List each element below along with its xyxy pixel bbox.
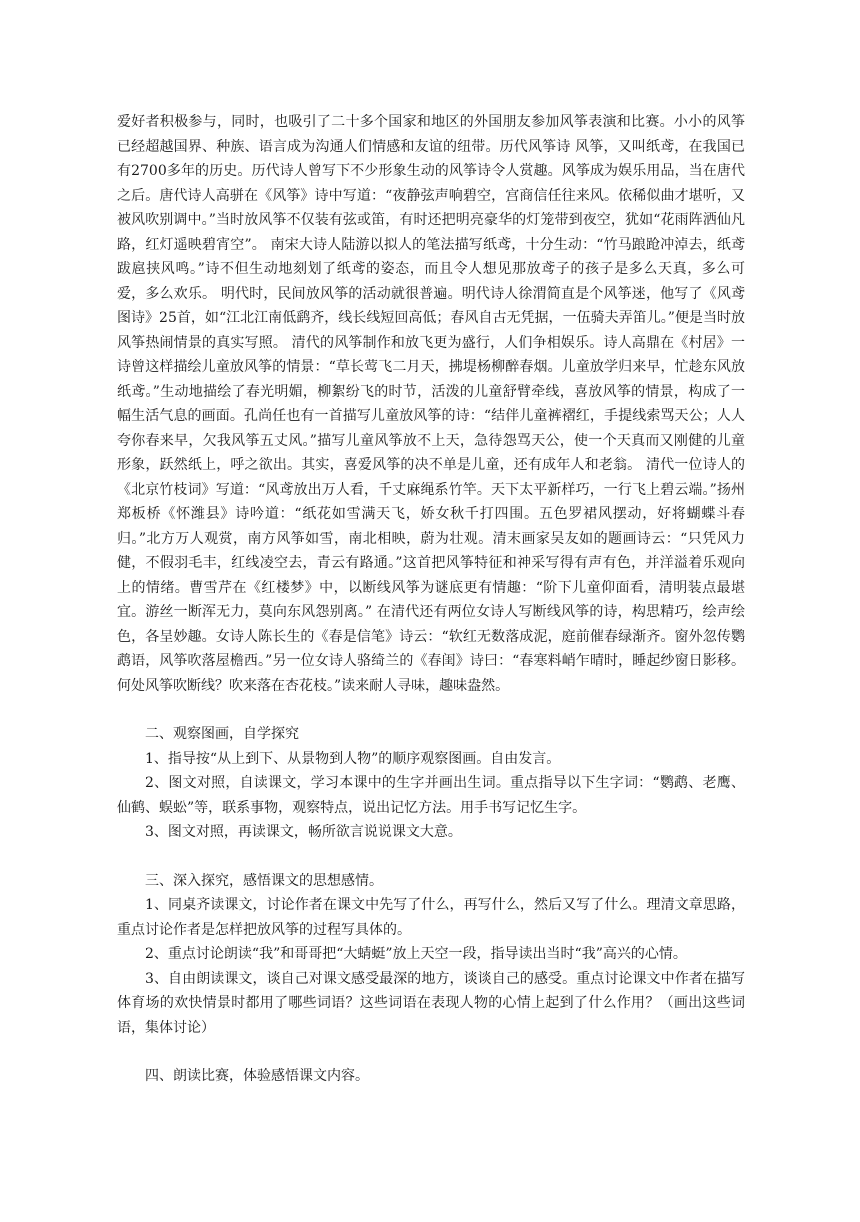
section-observe bbox=[117, 722, 745, 845]
list-item: 1、同桌齐读课文，讨论作者在课文中先写了什么，再写什么，然后又写了什么。理清文章思路，重点讨论作者是怎样把放风筝的过程写具体的。 bbox=[117, 897, 745, 938]
list-item: 2、图文对照，自读课文，学习本课中的生字并画出生词。重点指导以下生字词：“鹦鹉、老鹰、仙鹤、蜈蚣”等，联系事物，观察特点，说出记忆方法。用手书写记忆生字。 bbox=[117, 775, 745, 816]
document-page bbox=[117, 110, 745, 1089]
intro-paragraph: 爱好者积极参与，同时，也吸引了二十多个国家和地区的外国朋友参加风筝表演和比赛。小小的风筝已经超越国界、种族、语言成为沟通人们情感和友谊的纽带。历代风筝诗 风筝，又叫纸鸢，在我国已有2700多年的历史。历代诗人曾写下不少形象生动的风筝诗令人赏趣。风筝成为娱乐用品，当在唐代之后。唐代诗人高骈在《风筝》诗中写道：“夜静弦声响碧空，宫商信任往来风。依稀似曲才堪听，又被风吹别调中。”当时放风筝不仅装有弦或笛，有时还把明亮豪华的灯笼带到夜空，犹如“花雨阵洒仙凡路，红灯遥映碧宵空”。 南宋大诗人陆游以拟人的笔法描写纸鸢，十分生动：“竹马踉跄冲淖去，纸鸢跋扈挟风鸣。”诗不但生动地刻划了纸鸢的姿态，而且令人想见那放鸢子的孩子是多么天真，多么可爱，多么欢乐。 明代时，民间放风筝的活动就很普遍。明代诗人徐渭简直是个风筝迷，他写了《风鸢图诗》25首，如“江北江南低鹞齐，线长线短回高低；春风自古无凭据，一伍骑夫弄笛儿。”便是当时放风筝热闹情景的真实写照。 清代的风筝制作和放飞更为盛行，人们争相娱乐。诗人高鼎在《村居》一诗曾这样描绘儿童放风筝的情景：“草长莺飞二月天，拂堤杨柳醉春烟。儿童放学归来早，忙趁东风放纸鸢。”生动地描绘了春光明媚，柳絮纷飞的时节，活泼的儿童舒臂牵线，喜放风筝的情景，构成了一幅生活气息的画面。孔尚任也有一首描写儿童放风筝的诗：“结伴儿童裤褶红，手提线索骂天公；人人夸你春来早，欠我风筝五丈风。”描写儿童风筝放不上天，急待怨骂天公，使一个天真而又刚健的儿童形象，跃然纸上，呼之欲出。其实，喜爱风筝的决不单是儿童，还有成年人和老翁。 清代一位诗人的《北京竹枝词》写道：“风鸢放出万人看，千丈麻绳系竹竿。天下太平新样巧，一行飞上碧云端。”扬州郑板桥《怀潍县》诗吟道：“纸花如雪满天飞，娇女秋千打四围。五色罗裙风摆动，好将蝴蝶斗春归。”北方万人观赏，南方风筝如雪，南北相映，蔚为壮观。清末画家吴友如的题画诗云：“只凭风力健，不假羽毛丰，红线凌空去，青云有路通。”这首把风筝特征和神采写得有声有色，并洋溢着乐观向上的情绪。曹雪芹在《红楼梦》中，以断线风筝为谜底更有情趣：“阶下儿童仰面看，清明装点最堪宜。游丝一断浑无力，莫向东风怨别离。” 在清代还有两位女诗人写断线风筝的诗，构思精巧，绘声绘色，各呈妙趣。女诗人陈长生的《春是信笔》诗云：“软红无数落成泥，庭前催春绿渐齐。窗外忽传鹦鹉语，风筝吹落屋檐西。”另一位女诗人骆绮兰的《春闺》诗曰：“春寒料峭乍晴时，睡起纱窗日影移。何处风筝吹断线？吹来落在杏花枝。”读来耐人寻味，趣味盎然。 bbox=[117, 114, 745, 694]
section-title: 三、深入探究，感悟课文的思想感情。 bbox=[145, 872, 383, 889]
section-explore bbox=[117, 869, 745, 1041]
section-title: 二、观察图画，自学探究 bbox=[145, 726, 299, 742]
list-item: 2、重点讨论朗读“我”和哥哥把“大蜻蜓”放上天空一段，指导读出当时“我”高兴的心情。 bbox=[145, 946, 687, 962]
list-item: 1、指导按“从上到下、从景物到人物”的顺序观察图画。自由发言。 bbox=[145, 750, 561, 767]
section-reading-contest bbox=[117, 1064, 745, 1089]
list-item: 3、图文对照，再读课文，畅所欲言说说课文大意。 bbox=[145, 824, 462, 840]
list-item: 3、自由朗读课文，谈自己对课文感受最深的地方，谈谈自己的感受。重点讨论课文中作者在描写体育场的欢快情景时都用了哪些词语？这些词语在表现人物的心情上起到了什么作用？（画出这些词语，集体讨论） bbox=[117, 970, 745, 1036]
section-title: 四、朗读比赛，体验感悟课文内容。 bbox=[145, 1068, 369, 1084]
